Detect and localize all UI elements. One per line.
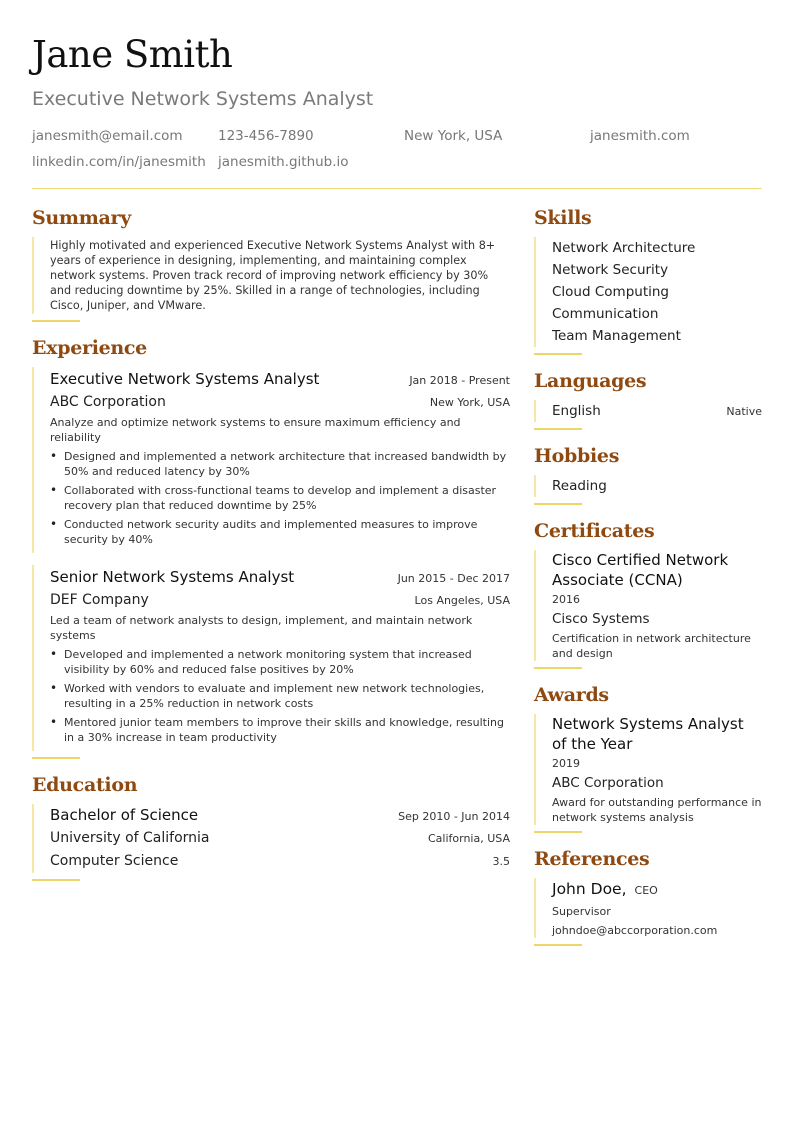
language-name: English xyxy=(552,403,601,419)
degree: Bachelor of Science xyxy=(50,806,199,824)
hobby-item: Reading xyxy=(552,478,607,494)
education-heading: Education xyxy=(32,774,138,796)
language-level: Native xyxy=(726,405,762,418)
job-company: ABC Corporation xyxy=(50,394,166,410)
contact-phone[interactable]: 123-456-7890 xyxy=(218,128,314,144)
job-location: Los Angeles, USA xyxy=(414,594,510,607)
section-divider xyxy=(534,428,582,430)
left-column xyxy=(32,205,510,894)
awards-heading: Awards xyxy=(534,684,609,706)
certificates-section xyxy=(534,518,762,669)
skill-item: Network Security xyxy=(552,262,669,278)
contact-website[interactable]: janesmith.com xyxy=(590,128,690,144)
section-divider xyxy=(32,320,80,322)
summary-text: Highly motivated and experienced Executive Network Systems Analyst with 8+ years of experience in designing, implementing, and maintaining complex network systems. Proven track record of improving network efficiency by 30% and reducing downtime by 25%. Skilled in a range of technologies, including Cisco, Juniper, and VMware. xyxy=(50,239,496,312)
job-title: Executive Network Systems Analyst xyxy=(50,370,320,388)
field-of-study: Computer Science xyxy=(50,853,179,869)
skill-item: Team Management xyxy=(552,328,681,344)
awards-section xyxy=(534,682,762,833)
languages-section xyxy=(534,368,762,430)
summary-heading: Summary xyxy=(32,207,132,229)
section-divider xyxy=(534,667,582,669)
education-section xyxy=(32,772,510,881)
certificate-issuer: Cisco Systems xyxy=(552,611,650,627)
job-location: New York, USA xyxy=(429,396,510,409)
references-heading: References xyxy=(534,848,650,870)
contact-github[interactable]: janesmith.github.io xyxy=(218,154,349,170)
contact-info xyxy=(32,127,772,171)
achievement-item: • Conducted network security audits and implemented measures to improve security by 40% xyxy=(50,517,510,547)
section-divider xyxy=(534,353,582,355)
section-divider xyxy=(534,831,582,833)
skills-heading: Skills xyxy=(534,207,592,229)
summary-section xyxy=(32,205,510,322)
section-divider xyxy=(534,503,582,505)
hobbies-heading: Hobbies xyxy=(534,445,620,467)
job-company: DEF Company xyxy=(50,592,149,608)
right-column xyxy=(534,205,762,959)
certificates-heading: Certificates xyxy=(534,520,655,542)
achievement-item: • Developed and implemented a network monitoring system that increased visibility by 60% and reduced false positives by 20% xyxy=(50,647,510,677)
certificate-year: 2016 xyxy=(552,593,580,606)
skill-item: Network Architecture xyxy=(552,240,696,256)
reference-relation: Supervisor xyxy=(552,905,611,918)
reference-role: CEO xyxy=(634,884,658,897)
languages-heading: Languages xyxy=(534,370,647,392)
achievement-item: • Designed and implemented a network architecture that increased bandwidth by 50% and reduced latency by 30% xyxy=(50,449,510,479)
section-divider xyxy=(32,757,80,759)
skill-item: Communication xyxy=(552,306,659,322)
contact-linkedin[interactable]: linkedin.com/in/janesmith xyxy=(32,154,206,170)
job-description: Analyze and optimize network systems to ensure maximum efficiency and reliability xyxy=(50,416,461,444)
contact-email[interactable]: janesmith@email.com xyxy=(32,128,183,144)
skill-item: Cloud Computing xyxy=(552,284,669,300)
hobbies-section xyxy=(534,443,762,505)
certificate-description: Certification in network architecture and design xyxy=(552,632,751,660)
reference-name: John Doe, xyxy=(552,880,627,898)
reference-email[interactable]: johndoe@abccorporation.com xyxy=(552,924,718,937)
job-dates: Jun 2015 - Dec 2017 xyxy=(397,572,510,585)
job-achievements xyxy=(50,647,510,745)
job-entry xyxy=(32,367,510,553)
school: University of California xyxy=(50,830,210,846)
job-description: Led a team of network analysts to design, implement, and maintain network systems xyxy=(50,614,473,642)
award-description: Award for outstanding performance in network systems analysis xyxy=(552,796,762,824)
gpa: 3.5 xyxy=(492,855,510,868)
award-name: Network Systems Analyst of the Year xyxy=(552,715,744,753)
job-dates: Jan 2018 - Present xyxy=(409,374,510,387)
experience-heading: Experience xyxy=(32,337,147,359)
references-section xyxy=(534,846,762,946)
award-year: 2019 xyxy=(552,757,580,770)
candidate-name: Jane Smith xyxy=(32,33,233,76)
section-divider xyxy=(534,944,582,946)
job-entry xyxy=(32,565,510,751)
achievement-item: • Collaborated with cross-functional teams to develop and implement a disaster recovery plan that reduced downtime by 25% xyxy=(50,483,510,513)
skills-section xyxy=(534,205,762,355)
award-issuer: ABC Corporation xyxy=(552,775,664,791)
candidate-title: Executive Network Systems Analyst xyxy=(32,88,374,110)
school-location: California, USA xyxy=(428,832,510,845)
job-achievements xyxy=(50,449,510,547)
experience-section xyxy=(32,335,510,759)
certificate-name: Cisco Certified Network Associate (CCNA) xyxy=(552,551,729,589)
contact-location: New York, USA xyxy=(404,128,503,144)
education-dates: Sep 2010 - Jun 2014 xyxy=(398,810,510,823)
achievement-item: • Worked with vendors to evaluate and implement new network technologies, resulting in a 25% reduction in network costs xyxy=(50,681,510,711)
section-divider xyxy=(32,879,80,881)
achievement-item: • Mentored junior team members to improve their skills and knowledge, resulting in a 30% increase in team productivity xyxy=(50,715,510,745)
header-divider xyxy=(32,188,762,189)
job-title: Senior Network Systems Analyst xyxy=(50,568,295,586)
